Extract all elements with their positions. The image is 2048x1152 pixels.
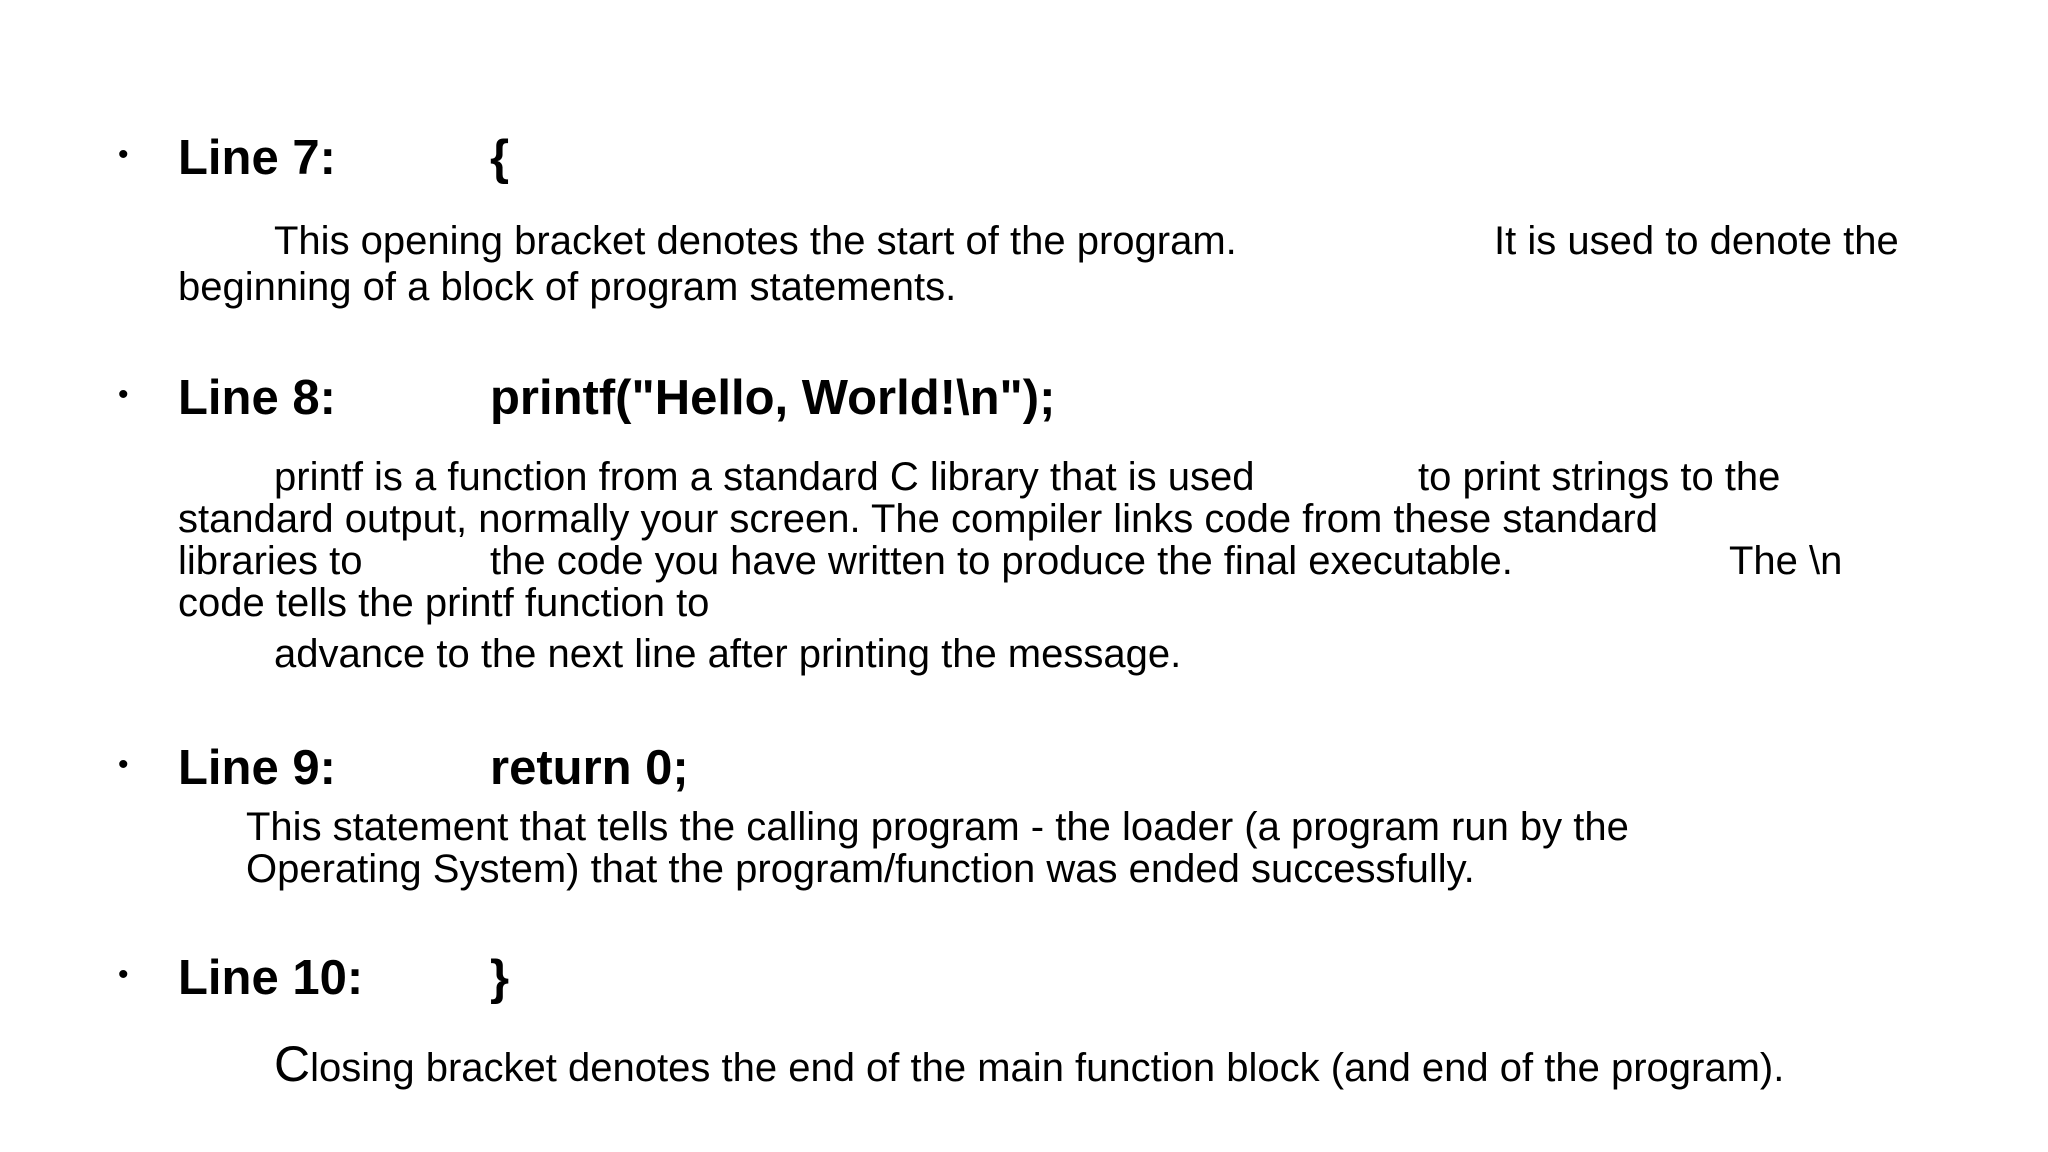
code-snippet: return 0; bbox=[490, 741, 689, 795]
description-text: This opening bracket denotes the start of the program. bbox=[274, 219, 1237, 263]
description-text: to print strings to the bbox=[1418, 455, 1781, 499]
description-text: code tells the printf function to bbox=[178, 581, 710, 625]
description-text: The \n bbox=[1729, 539, 1843, 583]
description-text: Operating System) that the program/function was ended successfully. bbox=[246, 847, 1475, 891]
bullet-point: • bbox=[118, 748, 129, 781]
code-snippet: { bbox=[490, 131, 510, 185]
line-label: Line 9: bbox=[178, 741, 336, 795]
description-text bbox=[274, 1036, 1785, 1092]
description-text: printf is a function from a standard C library that is used bbox=[274, 455, 1255, 499]
line-label: Line 8: bbox=[178, 371, 336, 425]
bullet-point: • bbox=[118, 958, 129, 991]
description-text: libraries to bbox=[178, 539, 363, 583]
drop-letter: C bbox=[274, 1036, 311, 1092]
description-text: advance to the next line after printing the message. bbox=[274, 632, 1182, 676]
description-text-rest: losing bracket denotes the end of the main function block (and end of the program). bbox=[310, 1046, 1785, 1090]
code-snippet: } bbox=[490, 951, 510, 1005]
description-text: beginning of a block of program statements. bbox=[178, 265, 957, 309]
line-label: Line 7: bbox=[178, 131, 336, 185]
description-text: It is used to denote the bbox=[1494, 219, 1899, 263]
line-label: Line 10: bbox=[178, 951, 364, 1005]
bullet-point: • bbox=[118, 378, 129, 411]
bullet-point: • bbox=[118, 138, 129, 171]
description-text: standard output, normally your screen. The compiler links code from these standard bbox=[178, 497, 1658, 541]
description-text: This statement that tells the calling program - the loader (a program run by the bbox=[246, 805, 1629, 849]
description-text: the code you have written to produce the final executable. bbox=[490, 539, 1513, 583]
code-snippet: printf("Hello, World!\n"); bbox=[490, 371, 1056, 425]
